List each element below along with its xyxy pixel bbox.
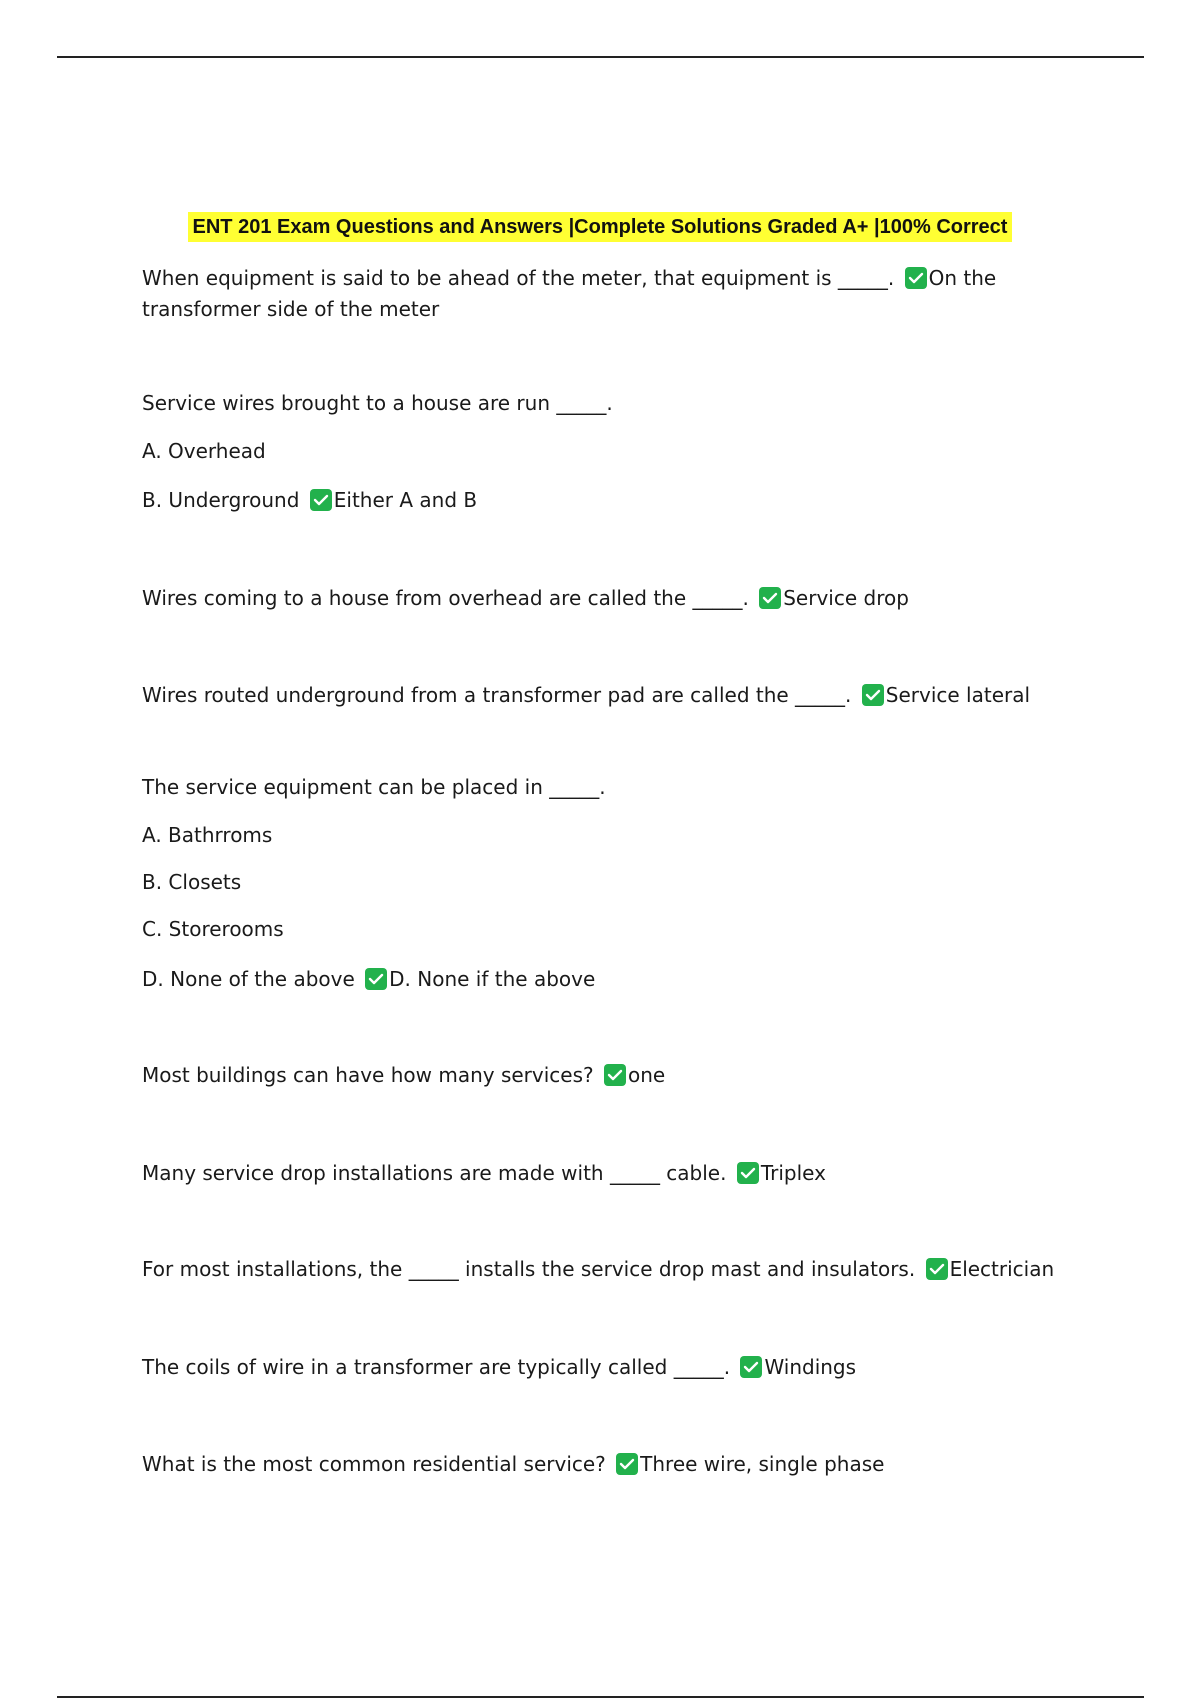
qa-item-2-option-b bbox=[142, 485, 1042, 515]
question-text: Many service drop installations are made with _____ cable. bbox=[142, 1161, 727, 1185]
answer-text: Windings bbox=[764, 1355, 857, 1379]
answer-text: Electrician bbox=[949, 1257, 1055, 1281]
qa-item-9 bbox=[142, 1352, 1042, 1382]
checkmark-icon bbox=[616, 1453, 638, 1475]
qa-item-5-option-b bbox=[142, 867, 1042, 897]
checkmark-icon bbox=[862, 684, 884, 706]
title-container bbox=[0, 212, 1200, 242]
option-text: D. None of the above bbox=[142, 967, 355, 991]
answer-text-continued: transformer side of the meter bbox=[142, 297, 440, 321]
checkmark-icon bbox=[310, 489, 332, 511]
answer-text: Triplex bbox=[760, 1161, 826, 1185]
qa-item-8 bbox=[142, 1254, 1055, 1284]
answer-text: On the bbox=[928, 266, 997, 290]
question-text: When equipment is said to be ahead of the meter, that equipment is _____. bbox=[142, 266, 895, 290]
qa-item-1-question bbox=[142, 263, 1042, 293]
qa-item-1-answer-cont bbox=[142, 294, 1042, 324]
qa-item-5-question bbox=[142, 772, 1042, 802]
checkmark-icon bbox=[905, 267, 927, 289]
qa-item-2-question bbox=[142, 388, 1042, 418]
qa-item-4 bbox=[142, 680, 1042, 710]
qa-item-5-option-d bbox=[142, 964, 1042, 994]
answer-text: D. None if the above bbox=[389, 967, 596, 991]
answer-text: Service drop bbox=[783, 586, 909, 610]
option-text: A. Overhead bbox=[142, 439, 266, 463]
option-text: C. Storerooms bbox=[142, 917, 284, 941]
checkmark-icon bbox=[926, 1258, 948, 1280]
checkmark-icon bbox=[365, 968, 387, 990]
question-text: Service wires brought to a house are run _____. bbox=[142, 391, 613, 415]
answer-text: Service lateral bbox=[885, 683, 1031, 707]
checkmark-icon bbox=[737, 1162, 759, 1184]
top-rule bbox=[57, 56, 1144, 58]
qa-item-3 bbox=[142, 583, 1042, 613]
bottom-rule bbox=[57, 1696, 1144, 1698]
option-text: B. Closets bbox=[142, 870, 242, 894]
answer-text: Either A and B bbox=[333, 488, 478, 512]
question-text: What is the most common residential service? bbox=[142, 1452, 606, 1476]
answer-text: one bbox=[627, 1063, 666, 1087]
qa-item-6 bbox=[142, 1060, 1042, 1090]
question-text: Wires routed underground from a transformer pad are called the _____. bbox=[142, 683, 852, 707]
question-text: Wires coming to a house from overhead are called the _____. bbox=[142, 586, 749, 610]
question-text: For most installations, the _____ installs the service drop mast and insulators. bbox=[142, 1257, 916, 1281]
document-title: ENT 201 Exam Questions and Answers |Complete Solutions Graded A+ |100% Correct bbox=[188, 212, 1013, 242]
qa-item-10 bbox=[142, 1449, 1042, 1479]
option-text: A. Bathrroms bbox=[142, 823, 273, 847]
option-text: B. Underground bbox=[142, 488, 300, 512]
checkmark-icon bbox=[740, 1356, 762, 1378]
qa-item-5-option-a bbox=[142, 820, 1042, 850]
checkmark-icon bbox=[604, 1064, 626, 1086]
checkmark-icon bbox=[759, 587, 781, 609]
question-text: The coils of wire in a transformer are typically called _____. bbox=[142, 1355, 731, 1379]
question-text: Most buildings can have how many services? bbox=[142, 1063, 594, 1087]
qa-item-5-option-c bbox=[142, 914, 1042, 944]
answer-text: Three wire, single phase bbox=[640, 1452, 885, 1476]
qa-item-2-option-a bbox=[142, 436, 1042, 466]
question-text: The service equipment can be placed in _____. bbox=[142, 775, 606, 799]
qa-item-7 bbox=[142, 1158, 1042, 1188]
